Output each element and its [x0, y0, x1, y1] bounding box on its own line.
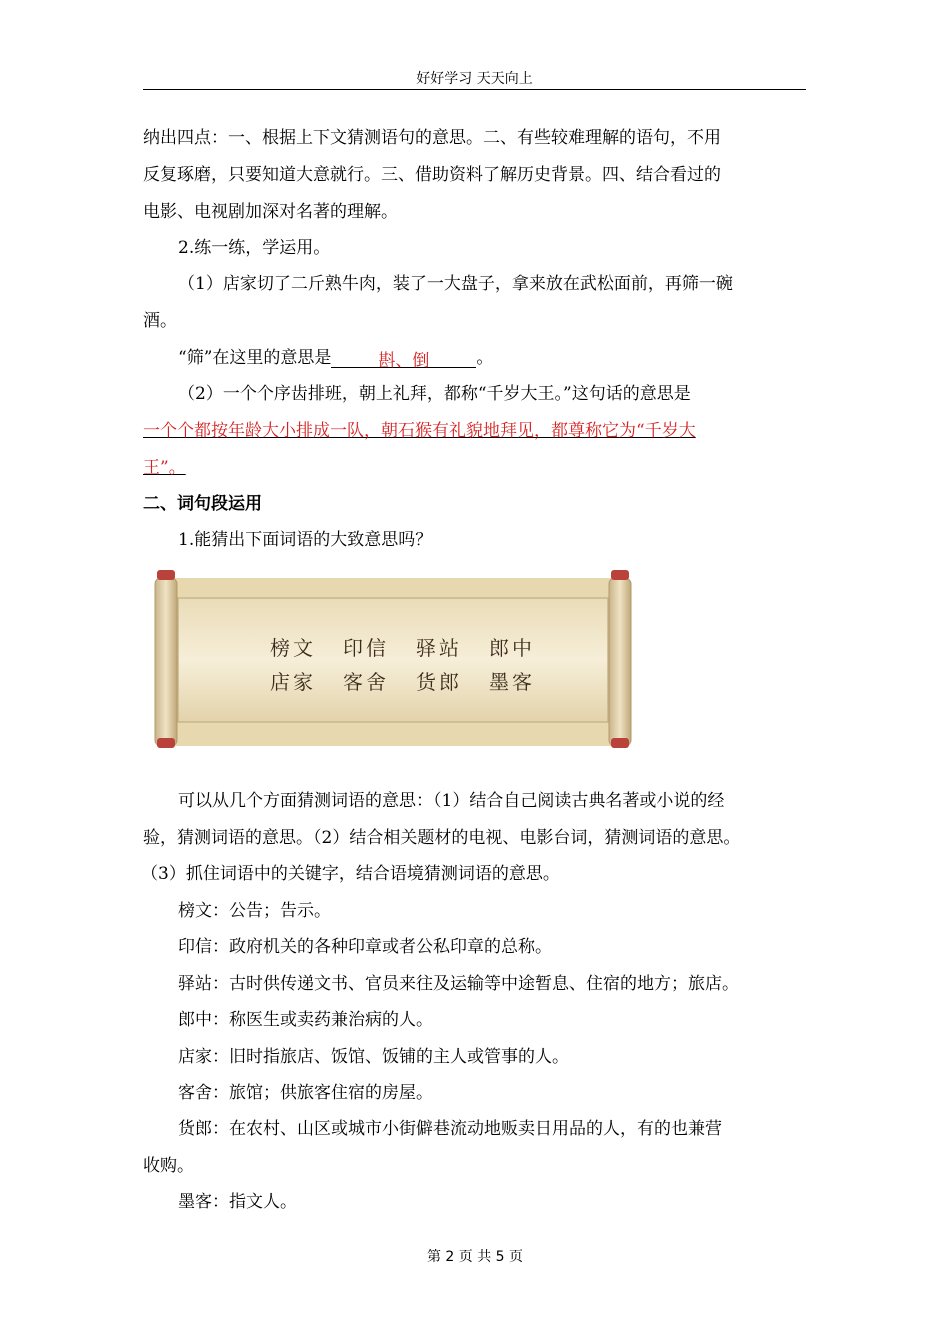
definition-item: 郎中：称医生或卖药兼治病的人。 — [178, 1010, 433, 1030]
scroll-right-rod — [609, 578, 631, 746]
question-2-answer: 一个个都按年龄大小排成一队，朝石猴有礼貌地拜见，都尊称它为“千岁大 — [143, 421, 696, 441]
scroll-knob — [157, 738, 175, 748]
scroll-knob — [157, 570, 175, 580]
scroll-graphic — [143, 562, 643, 757]
header-divider — [143, 89, 806, 90]
question-1-prefix: “筛”在这里的意思是 — [178, 348, 332, 368]
definition-item: 印信：政府机关的各种印章或者公私印章的总称。 — [178, 937, 552, 957]
definition-item: 店家：旧时指旅店、饭馆、饭铺的主人或管事的人。 — [178, 1047, 569, 1067]
explanation-line: 可以从几个方面猜测词语的意思：（1）结合自己阅读古典名著或小说的经 — [178, 791, 725, 811]
definition-item: 收购。 — [143, 1156, 194, 1176]
scroll-paper — [178, 598, 608, 722]
paragraph-line: 纳出四点：一、根据上下文猜测语句的意思。二、有些较难理解的语句，不用 — [143, 128, 721, 148]
scroll-left-rod — [155, 578, 177, 746]
definition-item: 客舍：旅馆；供旅客住宿的房屋。 — [178, 1083, 433, 1103]
scroll-word: 郎中 — [489, 636, 535, 660]
task-heading: 1.能猜出下面词语的大致意思吗？ — [178, 530, 433, 550]
question-1-line: 酒。 — [143, 311, 177, 331]
page-header: 好好学习 天天向上 — [416, 71, 533, 87]
question-1-answer: 斟、倒 — [331, 349, 476, 368]
scroll-word: 店家 — [270, 670, 316, 694]
definition-item: 驿站：古时供传递文书、官员来往及运输等中途暂息、住宿的地方；旅店。 — [178, 974, 739, 994]
paragraph-line: 反复琢磨，只要知道大意就行。三、借助资料了解历史背景。四、结合看过的 — [143, 165, 721, 185]
scroll-word: 墨客 — [489, 670, 535, 694]
question-1-prompt — [178, 346, 493, 370]
scroll-word: 货郎 — [416, 670, 462, 694]
scroll-word: 印信 — [343, 636, 389, 660]
scroll-knob — [611, 738, 629, 748]
page-footer: 第 2 页 共 5 页 — [426, 1249, 524, 1265]
definition-item: 榜文：公告；告示。 — [178, 901, 331, 921]
explanation-line: 验，猜测词语的意思。（2）结合相关题材的电视、电影台词，猜测词语的意思。 — [143, 828, 741, 848]
paragraph-line: 电影、电视剧加深对名著的理解。 — [143, 202, 398, 222]
section-title: 二、词句段运用 — [143, 494, 262, 514]
scroll-word: 榜文 — [270, 636, 316, 660]
question-1-suffix: 。 — [476, 348, 494, 368]
exercise-heading: 2.练一练，学运用。 — [178, 238, 331, 258]
scroll-image — [143, 562, 643, 757]
question-2-line: （2）一个个序齿排班，朝上礼拜，都称“千岁大王。”这句话的意思是 — [178, 384, 691, 404]
question-2-answer: 王”。 — [143, 458, 186, 478]
definition-item: 墨客：指文人。 — [178, 1192, 297, 1212]
scroll-knob — [611, 570, 629, 580]
scroll-word: 驿站 — [416, 636, 462, 660]
scroll-word: 客舍 — [343, 670, 389, 694]
definition-item: 货郎：在农村、山区或城市小街僻巷流动地贩卖日用品的人，有的也兼营 — [178, 1119, 722, 1139]
question-1-line: （1）店家切了二斤熟牛肉，装了一大盘子，拿来放在武松面前，再筛一碗 — [178, 274, 733, 294]
explanation-line: （3）抓住词语中的关键字，结合语境猜测词语的意思。 — [141, 864, 560, 884]
